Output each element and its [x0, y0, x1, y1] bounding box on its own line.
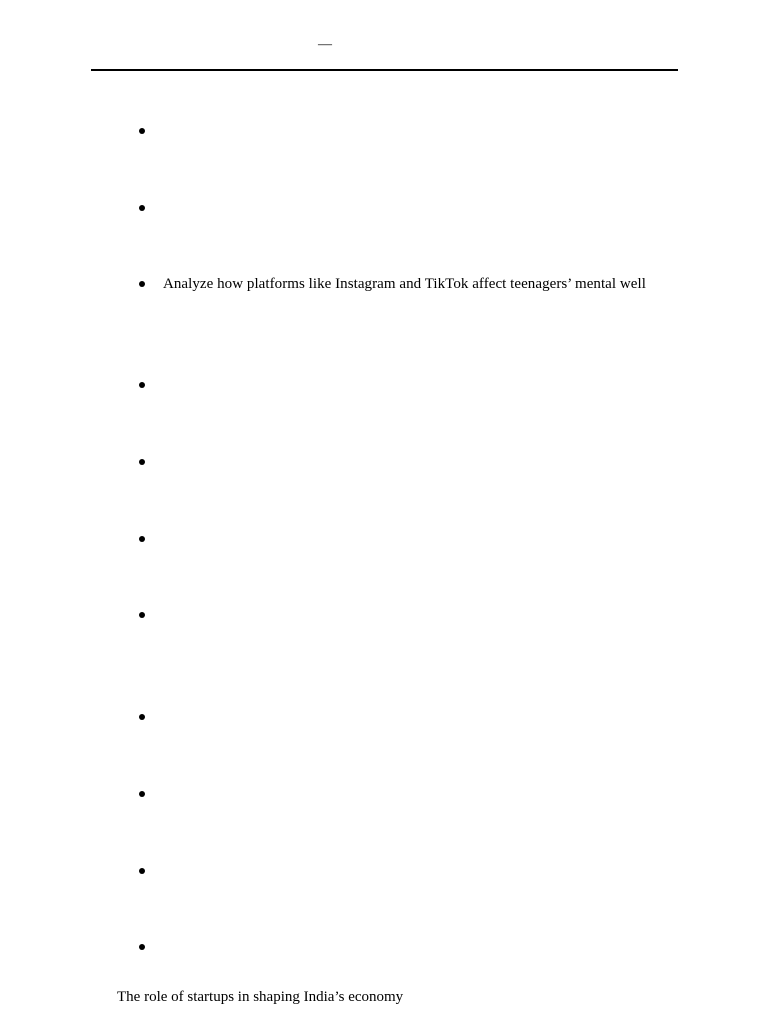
list-item-text: Analyze how platforms like Instagram and TikTok affect teenagers’ mental well — [163, 276, 646, 292]
bullet-dot — [139, 944, 145, 950]
bullet-dot — [139, 382, 145, 388]
bullet-dot — [139, 868, 145, 874]
header-dash: — — [318, 37, 332, 52]
bullet-dot — [139, 536, 145, 542]
bullet-dot — [139, 205, 145, 211]
bullet-dot — [139, 281, 145, 287]
bullet-dot — [139, 714, 145, 720]
bullet-dot — [139, 791, 145, 797]
section-heading: The role of startups in shaping India’s economy — [117, 989, 404, 1005]
bullet-dot — [139, 128, 145, 134]
bullet-dot — [139, 612, 145, 618]
bullet-dot — [139, 459, 145, 465]
header-rule — [91, 69, 678, 71]
